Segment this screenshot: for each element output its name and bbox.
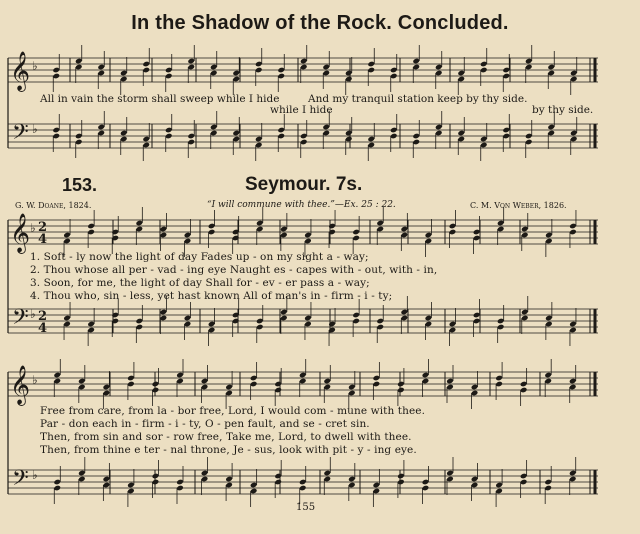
- top-lyric-line: while I hide: [270, 104, 333, 116]
- time-signature: 4: [38, 232, 48, 247]
- bass-clef-icon: 𝄢: [12, 120, 29, 150]
- scripture-reference: “I will commune with thee.”—Ex. 25 : 22.: [207, 200, 396, 210]
- top-lyric-line: And my tranquil station keep by thy side.: [308, 93, 528, 105]
- bass-clef-icon: 𝄢: [12, 466, 29, 496]
- time-signature: 4: [38, 321, 48, 336]
- hymn-number: 153.: [62, 175, 98, 195]
- treble-clef-icon: 𝄞: [10, 51, 31, 91]
- flat-sign-icon: ♭: [32, 373, 38, 387]
- top-lyric-line: by thy side.: [532, 104, 594, 116]
- bass-clef-icon: 𝄢: [12, 305, 29, 335]
- verse-line: Then, from thine e ter - nal throne, Je - sus, look with pit - y - ing eye.: [40, 444, 417, 456]
- verse-line: Free from care, from la - bor free, Lord, I would com - mune with thee.: [40, 405, 426, 417]
- verse-line: 2. Thou whose all per - vad - ing eye Naught es - capes with - out, with - in,: [30, 264, 438, 276]
- treble-clef-icon: 𝄞: [10, 365, 31, 405]
- flat-sign-icon: ♭: [32, 122, 38, 136]
- hymn-title: Seymour. 7s.: [245, 174, 363, 195]
- flat-sign-icon: ♭: [30, 221, 36, 235]
- hymn-author: G. W. Doane, 1824.: [15, 201, 92, 210]
- verse-line: Then, from sin and sor - row free, Take me, Lord, to dwell with thee.: [40, 431, 412, 443]
- flat-sign-icon: ♭: [30, 307, 36, 321]
- flat-sign-icon: ♭: [32, 468, 38, 482]
- time-signature: 2: [38, 309, 48, 324]
- top-lyric-line: All in vain the storm shall sweep while I hide: [40, 93, 280, 105]
- page-number: 155: [296, 502, 316, 513]
- time-signature: 2: [38, 220, 48, 235]
- verse-line: Par - don each in - firm - i - ty, O - pen fault, and se - cret sin.: [40, 418, 370, 430]
- verse-line: 4. Thou who, sin - less, yet hast known All of man's in - firm - i - ty;: [30, 290, 393, 302]
- hymn-composer: C. M. Von Weber, 1826.: [470, 201, 567, 210]
- treble-clef-icon: 𝄞: [10, 213, 31, 253]
- page-title: In the Shadow of the Rock. Concluded.: [131, 12, 509, 34]
- verse-line: 1. Soft - ly now the light of day Fades up - on my sight a - way;: [30, 251, 369, 263]
- verse-line: 3. Soon, for me, the light of day Shall for - ev - er pass a - way;: [30, 277, 370, 289]
- flat-sign-icon: ♭: [32, 59, 38, 73]
